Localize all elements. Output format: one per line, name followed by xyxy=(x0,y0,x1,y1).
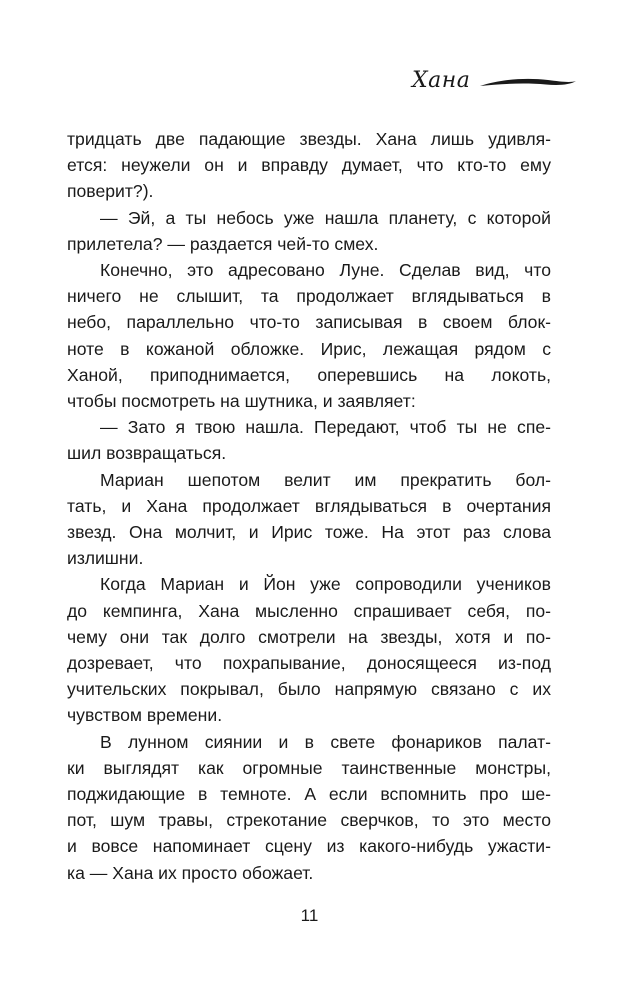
text-line: прилетела? — раздается чей-то смех. xyxy=(67,233,379,254)
text-line: В лунном сиянии и в свете фонариков палат- xyxy=(100,731,551,752)
paragraph xyxy=(67,126,551,205)
text-line: тридцать две падающие звезды. Хана лишь удивля- xyxy=(67,129,551,149)
page-number: 11 xyxy=(300,906,319,925)
text-line: тать, и Хана продолжает вглядываться в очертания xyxy=(67,495,551,516)
text-line: излишни. xyxy=(67,548,144,569)
text-line: учительских покрывал, было напрямую связано с их xyxy=(67,679,551,700)
text-line: поверит?). xyxy=(67,181,154,202)
body-text xyxy=(67,126,551,886)
text-line: Когда Мариан и Йон уже сопроводили учеников xyxy=(100,574,551,595)
text-line: поджидающие в темноте. А если вспомнить про ше- xyxy=(67,784,551,805)
text-line: ноте в кожаной обложке. Ирис, лежащая рядом с xyxy=(67,338,551,359)
text-line: ется: неужели он и вправду думает, что кто-то ему xyxy=(67,155,551,176)
paragraph xyxy=(67,205,551,257)
text-line: чтобы посмотреть на шутника, и заявляет: xyxy=(67,391,416,412)
text-line: и вовсе напоминает сцену из какого-нибудь ужасти- xyxy=(67,836,551,857)
paragraph xyxy=(67,729,551,886)
paragraph xyxy=(67,571,551,728)
text-line: звезд. Она молчит, и Ирис тоже. На этот раз слова xyxy=(67,522,551,543)
text-line: — Эй, а ты небось уже нашла планету, с которой xyxy=(100,207,551,228)
text-line: до кемпинга, Хана мысленно спрашивает себя, по- xyxy=(67,600,551,621)
text-line: — Зато я твою нашла. Передают, чтоб ты не спе- xyxy=(100,417,551,438)
text-line: чувством времени. xyxy=(67,705,223,726)
text-line: чему они так долго смотрели на звезды, хотя и по- xyxy=(67,626,551,647)
swash-ornament-icon xyxy=(478,72,578,94)
text-line: небо, параллельно что-то записывая в своем блок- xyxy=(67,312,551,333)
paragraph xyxy=(67,257,551,414)
text-line: Мариан шепотом велит им прекратить бол- xyxy=(100,469,551,490)
paragraph xyxy=(67,414,551,466)
text-line: Ханой, приподнимается, оперевшись на локоть, xyxy=(67,364,551,385)
text-line: ничего не слышит, та продолжает вглядываться в xyxy=(67,286,551,307)
text-line: дозревает, что похрапывание, доносящееся из-под xyxy=(67,653,551,674)
text-line: шил возвращаться. xyxy=(67,443,227,464)
running-header xyxy=(412,62,572,102)
text-line: Конечно, это адресовано Луне. Сделав вид, что xyxy=(100,260,551,281)
text-line: ка — Хана их просто обожает. xyxy=(67,862,314,883)
text-line: пот, шум травы, стрекотание сверчков, то это место xyxy=(67,810,551,831)
running-title: Хана xyxy=(412,68,471,93)
paragraph xyxy=(67,467,551,572)
text-line: ки выглядят как огромные таинственные монстры, xyxy=(67,757,551,778)
